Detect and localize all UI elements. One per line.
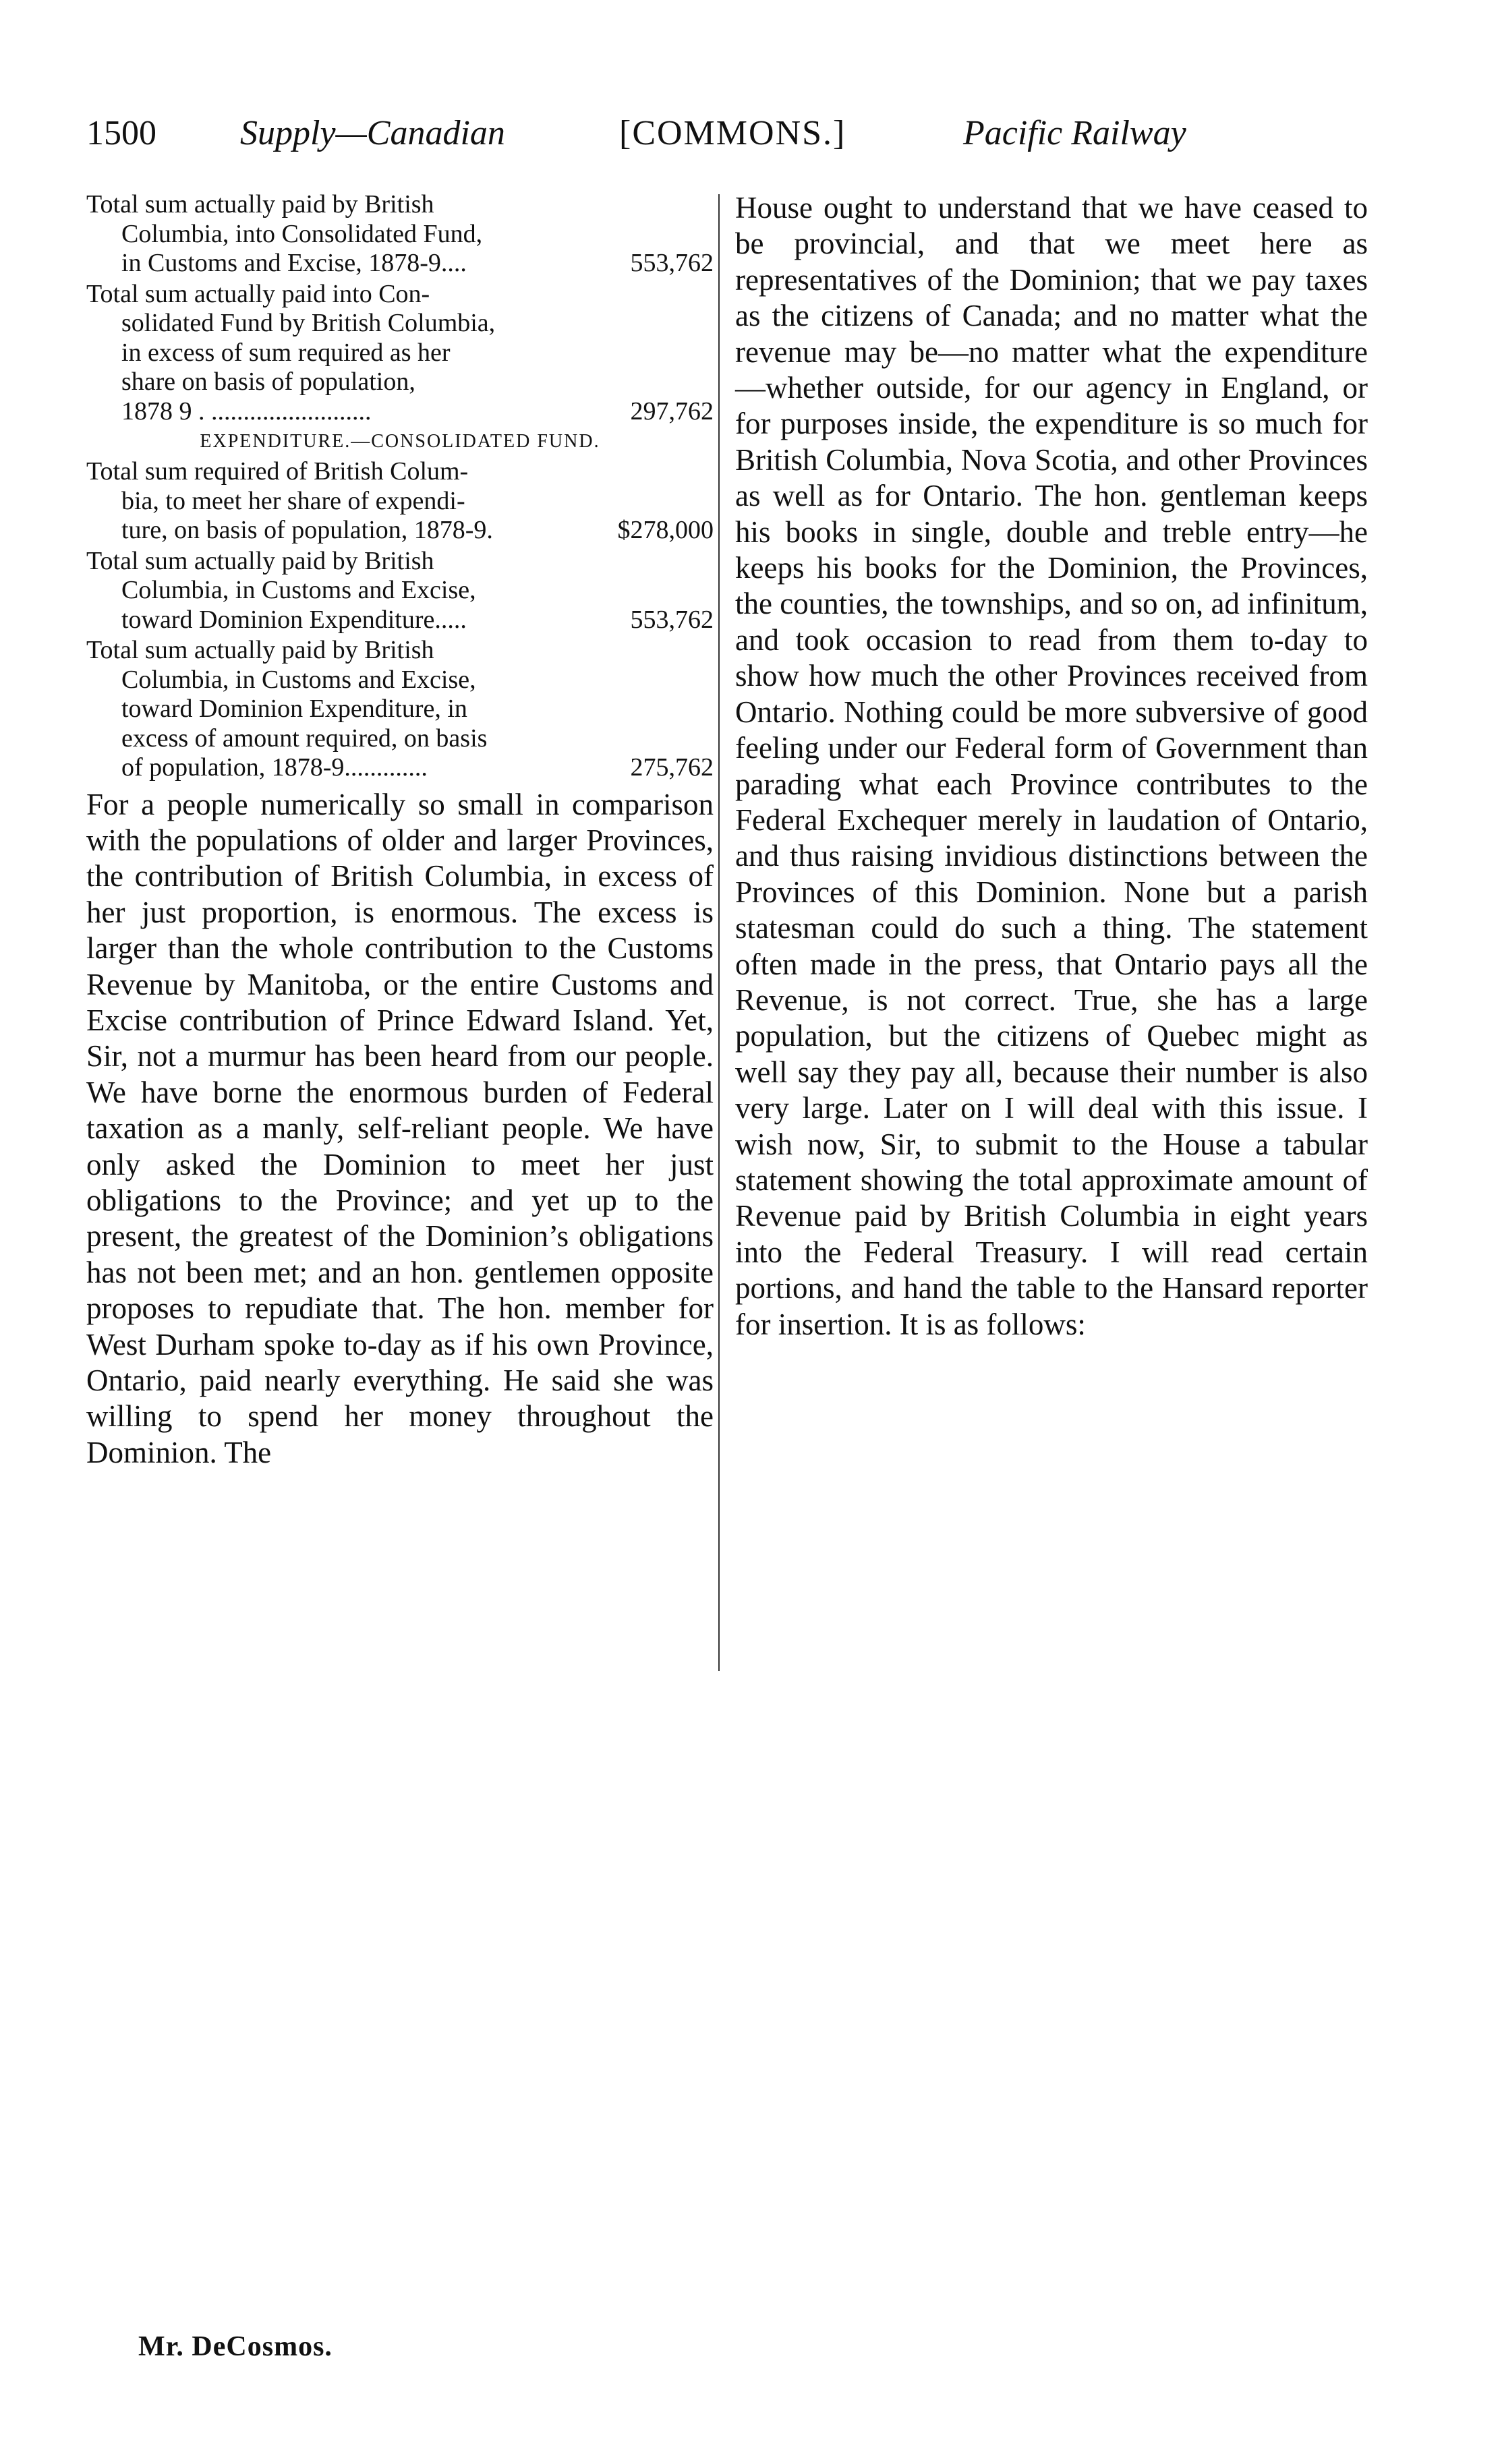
- entry-line: Total sum actually paid by British: [86, 190, 434, 218]
- entry-amount: 297,762: [630, 397, 714, 426]
- expenditure-subheading: EXPENDITURE.—CONSOLIDATED FUND.: [200, 431, 600, 452]
- right-column: [735, 190, 1368, 1343]
- right-paragraph: House ought to understand that we have ceased to be provincial, and that we meet here as representatives of the Dominion; that we pay taxes as the citizens of Canada; and no matter what the revenue may be—no matter what the expenditure —whether outside, for our agency in England, or for purposes inside, the expenditure is so much for British Columbia, Nova Scotia, and other Provinces as well as for Ontario. The hon. gentleman keeps his books in single, double and treble entry—he keeps his books for the Dominion, the Provinces, the counties, the townships, and so on, ad infinitum, and took occasion to read from them to-day to show how much the other Provinces received from Ontario. Nothing could be more subversive of good feeling under our Federal form of Government than parading what each Province contributes to the Federal Exchequer merely in laudation of Ontario, and thus raising invidious distinctions between the Provinces of this Dominion. None but a parish statesman could do such a thing. The statement often made in the press, that Ontario pays all the Revenue, is not correct. True, she has a large population, but the citizens of Quebec might as well say they pay all, because their number is also very large. Later on I will deal with this issue. I wish now, Sir, to submit to the House a tabular statement showing the total approximate amount of Revenue paid by British Columbia in eight years into the Federal Treasury. I will read certain portions, and hand the table to the Hansard reporter for insertion. It is as follows:: [735, 191, 1368, 1341]
- entry-line: bia, to meet her share of expendi-: [121, 486, 465, 515]
- entry-line: excess of amount required, on basis: [121, 724, 488, 753]
- entry-amount: 275,762: [630, 753, 714, 782]
- revenue-entries: [86, 190, 714, 426]
- header-center-title: [COMMONS.]: [619, 114, 846, 152]
- entry-amount: $278,000: [617, 516, 714, 544]
- entry-line: Total sum actually paid by British: [86, 546, 434, 575]
- page-number: 1500: [86, 114, 156, 152]
- entry-line: in Customs and Excise, 1878-9....: [121, 249, 467, 277]
- table-entry: [86, 280, 714, 427]
- entry-amount: 553,762: [630, 605, 714, 634]
- entry-amount: 553,762: [630, 249, 714, 277]
- column-divider: [718, 194, 720, 1671]
- entry-line: solidated Fund by British Columbia,: [121, 309, 496, 337]
- entry-line: Columbia, in Customs and Excise,: [121, 665, 476, 694]
- entry-line: 1878 9 . .........................: [121, 397, 372, 426]
- entry-line: Columbia, into Consolidated Fund,: [121, 219, 483, 248]
- left-column: [86, 190, 714, 1471]
- entry-line: ture, on basis of population, 1878-9.: [121, 516, 493, 544]
- left-paragraph: For a people numerically so small in comparison with the populations of older and larger Provinces, the contribution of British Columbia, in excess of her just proportion, is enormous. The excess is larger than the whole contribution to the Customs Revenue by Manitoba, or the entire Customs and Excise contribution of Prince Edward Island. Yet, Sir, not a murmur has been heard from our people. We have borne the enormous burden of Federal taxation as a manly, self-reliant people. We have only asked the Dominion to meet her just obligations to the Province; and yet up to the present, the greatest of the Dominion’s obligations has not been met; and an hon. gentlemen opposite proposes to repudiate that. The hon. member for West Durham spoke to-day as if his own Province, Ontario, paid nearly everything. He said she was willing to spend her money throughout the Dominion. The: [86, 787, 714, 1469]
- entry-line: toward Dominion Expenditure, in: [121, 695, 467, 723]
- entry-line: in excess of sum required as her: [121, 338, 451, 367]
- table-entry: [86, 636, 714, 783]
- entry-line: Total sum required of British Colum-: [86, 457, 469, 486]
- running-header: [86, 113, 1368, 160]
- entry-line: Total sum actually paid into Con-: [86, 279, 430, 308]
- table-entry: [86, 547, 714, 635]
- header-right-title: Pacific Railway: [963, 114, 1186, 152]
- entry-line: toward Dominion Expenditure.....: [121, 605, 467, 634]
- table-entry: [86, 457, 714, 546]
- speaker-footer: Mr. DeCosmos.: [138, 2331, 333, 2362]
- entry-line: Columbia, in Customs and Excise,: [121, 576, 476, 604]
- entry-line: of population, 1878-9.............: [121, 753, 428, 782]
- entry-line: Total sum actually paid by British: [86, 636, 434, 664]
- header-left-title: Supply—Canadian: [240, 114, 505, 152]
- expenditure-entries: [86, 457, 714, 783]
- entry-line: share on basis of population,: [121, 368, 415, 396]
- table-entry: [86, 190, 714, 278]
